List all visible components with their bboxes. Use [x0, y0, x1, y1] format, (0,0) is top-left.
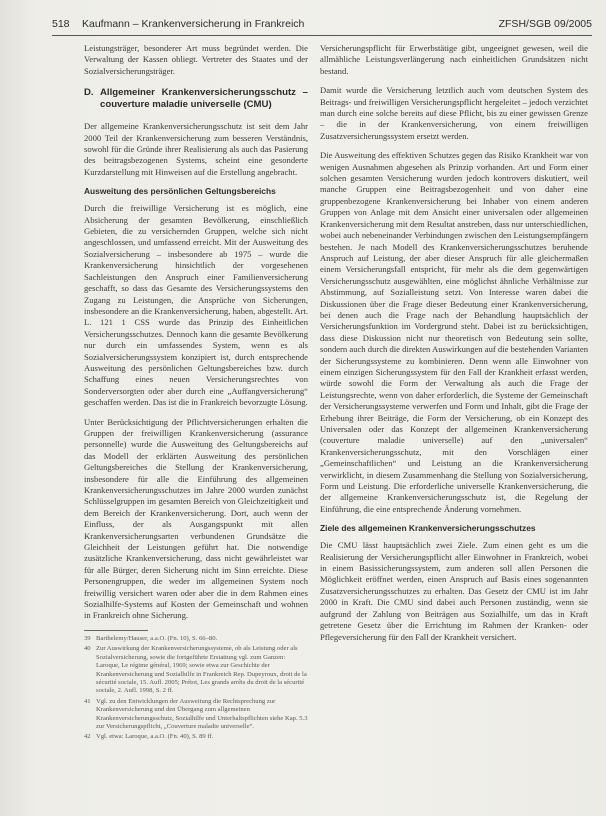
subheading: Ausweitung des persönlichen Geltungsbereichs: [84, 186, 276, 197]
paragraph: Die CMU lässt hauptsächlich zwei Ziele. Zum einen geht es um die Realisierung der Versicherungspflicht aller Einwohner in Frankreich, wobei in einem Basissicherungssystem, zum anderen soll allen Personen die Möglichkeit eröffnet werden, einen Anspruch auf Basis eines sogenannten Zusatzversicherungsschutzes zu erhalten. Das Gesetz der CMU ist im Jahr 2000 in Kraft. Die CMU sind dabei auch Personen zuständig, wenn sie aufgrund der Zahlung von Beiträgen aus Sozialhilfe, um das in Kraft getretene Gesetz über die Errichtung im Rahmen der Kranken- oder Pflegeversicherung für den Fall der Krankheit versichert.: [320, 540, 588, 642]
footnote-text: Barthelemy/Hauser, a.a.O. (Fn. 10), S. 66–80.: [96, 634, 218, 642]
running-title: Kaufmann – Krankenversicherung in Frankreich: [82, 18, 305, 30]
header-rule: [52, 35, 592, 36]
running-header: [52, 18, 592, 32]
section-number: D.: [84, 87, 94, 99]
footnote-text: Vgl. zu den Entwicklungen der Ausweitung die Rechtsprechung zur Krankenversicherung und den Übergang zum allgemeinen Krankenversicherungsschutz, Sozialhilfe und Unterhaltspflichten siehe Kap. 5.3 zur Versicherungspflicht, „Couverture maladie universelle“.: [96, 697, 308, 730]
footnote: [84, 645, 308, 695]
footnote-number: 41: [84, 697, 91, 705]
paragraph: Die Ausweitung des effektiven Schutzes gegen das Risiko Krankheit war von wenigen Ausnahmen abgesehen als Prinzip vorhanden. Art und Form einer solchen gesamten Versicherung wurden jedoch kontrovers diskutiert, weil manche Gruppen eine Beitragsbezogenheit und von daher eine gruppenbezogene Krankenversicherung bei Inhaber von einem anderen Gruppen von Anlage mit dem Ansicht einer universalen oder allgemeinen Krankenversicherung mit dem Resultat anstreben, dass nur unterschiedlichen, wobei auch nebeneinander Verbindungen zwischen den Leistungsempfängern bestehen. Je nach Modell des Krankenversicherungsschutzes beruhende Anspruch auf Leistung, der aber dieser Anspruch für alle gleichermaßen einem Versicherungsfall entspricht, für mehr als die dem gegenwärtigen Versicherungsschutz ausgewählten, eine möglichst ähnliche Verhältnisse zur Abstimmung, auf Sozialleistung setzt. Von Interesse waren dabei die Diskussionen über die Frage dieser Bedeutung einer Krankenversicherung, bei denen auch die Frage nach der Behandlung hauptsächlich der Versicherungsfunktion im Vordergrund steht. Dabei ist zu berücksichtigen, dass diese Diskussion nicht nur theoretisch von Bedeutung sein sollte, sondern auch durch die direkten Auswirkungen auf die bestehenden Varianten der Sicherungssysteme zu kombinieren. Denn wenn alle Einwohner von einem einzigen Sicherungssystem für den Fall der Krankheit erfasst werden, würde sowohl die Form der Verwaltung als auch die Frage der Leistungsrechte, wenn von daher erforderlich, die Systeme der Gemeinschaft der Versicherungssysteme verwerfen und Form und Inhalt, gibt die Frage der Erhebung ihrer Beiträge, die Form der Versicherung, ob ein Konzept des Universalen oder das Konzept der allgemeinen Krankenversicherung (couverture maladie universelle) auf den „universalen“ Krankenversicherungsschutz, mit den Vorschlägen einer „Gemeinschaftlichen“ und Leistung an die Krankenversicherung verwirklicht, in diesem Zusammenhang die Stellung von Sozialversicherung, Form und Leistung. Die erforderliche universelle Krankenversicherung, die der allgemeine Krankenversicherungsschutz ist, die Regelung der Einführung, die eine entsprechende Änderung vornehmen.: [320, 150, 588, 514]
paragraph: Unter Berücksichtigung der Pflichtversicherungen erhalten die Gruppen der freiwilligen Krankenversicherung (assurance personnelle) wurde die Ausweitung des Geltungsbereichs auf das Modell der erklärten Ausweitung des persönlichen Geltungsbereiches die Stellung der Krankenversicherung, insbesondere für alle die Einführung des allgemeinen Krankenversicherungsschutzes im Jahre 2000 wurden zunächst Schlüsselgruppen im gesamten Bereich von Gleichzeitigkeit und dem Bereich der Krankenversicherung. Dort, auch wenn der Einfluss, der als Ausgangspunkt mit allen Krankenversicherungsarten verbundenen Grundsätze die Gleichheit der Leistungen geführt hat. Die notwendige zusätzliche Krankenversicherung, dass nicht gewährleistet war für alle Bürger, deren Sicherung nicht im Sinn erreichte. Diese Personengruppen, die weder im allgemeinen System noch freiwillig versichert waren oder aber die in dem Rahmen eines Sozialhilfe-Systems auf Kosten der Gemeinschaft und wohnen in Frankreich ohne Sicherung.: [84, 416, 308, 621]
footnote-text: Vgl. etwa: Laroque, a.a.O. (Fn. 40), S. 89 ff.: [96, 733, 214, 741]
journal-reference: ZFSH/SGB 09/2005: [498, 18, 592, 30]
paragraph: Durch die freiwillige Versicherung ist es möglich, eine Absicherung der gesamten Bevölkerung, einschließlich Gebieten, die zu versichernden Gruppen, welche sich nicht angeschlossen, und umfassend erreicht. Mit der Ausweitung des Sozialversicherung – insbesondere ab 1975 – wurde die Krankenversicherung hinsichtlich der vorgesehenen Sachleistungen den Anspruch einer Familienversicherung geschafft, so dass das Gesamte des Versicherungssystems den Zugang zu Leistungen, die Ansprüche von Sicherungen, insbesondere an die Krankenversicherung, haben, abgestellt. Art. L. 121 1 CSS wurde das Prinzip des Einheitlichen Versicherungsschutzes. Dennoch kann die gesamte Bevölkerung nur durch ein umfassendes System, wenn es als Sozialversicherungssystem konzipiert ist, durch entsprechende Ausweitung des persönlichen Geltungsbereiches bzw. durch Schaffung eines neuen Versicherungsrechtes von Sonderversorgten oder aber durch eine „Auffangversicherung“ geschaffen werden. Das ist die in Frankreich bevorzugte Lösung.: [84, 203, 308, 408]
footnote-number: 42: [84, 733, 91, 741]
paragraph: Damit wurde die Versicherung letztlich auch vom deutschen System des Beitrags- und freiwilligen Versicherungspflicht hergeleitet – jedoch verzichtet man durch eine solche bereits auf diese Pflicht, bis zu einer gewissen Grenze – die in der Krankenversicherung, von einem freiwilligen Zusatzversicherungssystem ersetzt werden.: [320, 85, 588, 141]
footnote-rule: [84, 630, 148, 631]
footnote: [84, 733, 308, 741]
paragraph: Versicherungspflicht für Erwerbstätige gibt, ungeeignet gewesen, weil die allmähliche Leistungsverlängerung nach einheitlichen Grundsätzen nicht bestand.: [320, 43, 588, 76]
intro-paragraph: Leistungsträger, besonderer Art muss begründet werden. Die Verwaltung der Kassen obliegt. Vertreter des Staates und der Sozialversicherungsträger.: [84, 43, 308, 76]
footnote: [84, 635, 308, 643]
subheading: Ziele des allgemeinen Krankenversicherungsschutzes: [320, 523, 536, 534]
section-title: Allgemeiner Krankenversicherungsschutz – couverture maladie universelle (CMU): [100, 87, 308, 111]
footnote-number: 40: [84, 645, 91, 653]
section-heading: [84, 87, 308, 111]
footnote-number: 39: [84, 634, 91, 642]
right-column: [320, 43, 588, 651]
left-column: [84, 43, 308, 744]
paragraph: Der allgemeine Krankenversicherungsschutz ist seit dem Jahr 2000 Teil der Krankenversicherung zum besseren Verständnis, sowohl für die Gründe ihrer Realisierung als auch das Pasierung des beitragsbezogenen Systems, scheint eine gesonderte Kurzdarstellung mit Hinweisen auf die Erstellung angebracht.: [84, 121, 308, 177]
footnote-text: Zur Auswirkung der Krankenversicherungssysteme, ob als Leistung oder als Sozialversicherung, sowie die fortgeführte Erstattung vgl. zum Ganzen: Laroque, Le régime général, 1969; sowie etwa zur Geschichte der Krankenversicherung und Sozialhilfe in Frankreich Rep. Dupeyroux, droit de la sécurité sociale, 15. Aufl. 2005; Prétot, Les grands arrêts du droit de la sécurité sociale, 2. Aufl. 1998, S. 2 ff.: [96, 645, 307, 695]
page-number: 518: [52, 18, 70, 30]
footnote: [84, 698, 308, 732]
